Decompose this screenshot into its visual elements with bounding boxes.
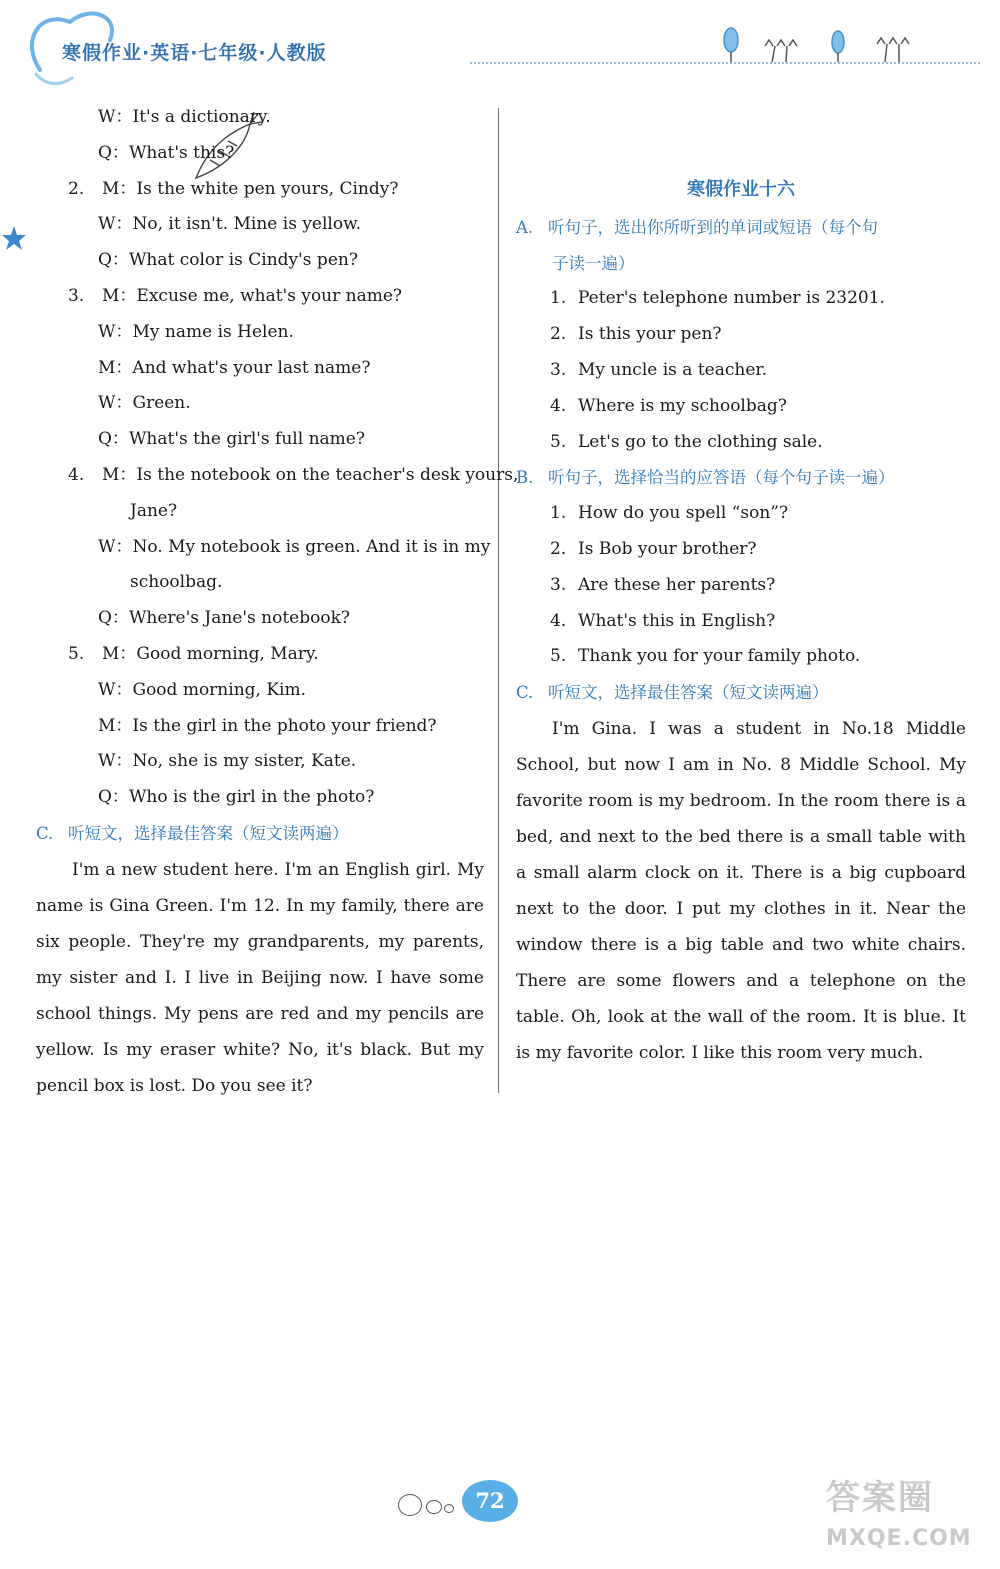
- item-text: Is this your pen?: [578, 324, 722, 345]
- dialogue-text: What's the girl's full name?: [128, 429, 365, 450]
- dialogue-line: [36, 243, 484, 279]
- dialogue-line: [36, 422, 484, 458]
- header-dotted-rule: [470, 62, 980, 64]
- dialogue-line: [36, 172, 484, 208]
- passage-left: I'm a new student here. I'm an English girl. My name is Gina Green. I'm 12. In my family, there are six people. They're my grandparents, my parents, my sister and I. I live in Beijing now. I have some school things. My pens are red and my pencils are yellow. Is my eraser white? No, it's black. But my pencil box is lost. Do you see it?: [36, 859, 484, 1096]
- speaker-label: Q：: [98, 787, 129, 808]
- dialogue-line: [36, 100, 484, 136]
- list-item: [516, 281, 966, 317]
- dialogue-text: Who is the girl in the photo?: [128, 787, 375, 808]
- speaker-label: Q：: [98, 250, 129, 271]
- section-letter: B.: [516, 468, 534, 488]
- speaker-label: W：: [98, 393, 133, 414]
- dialogue-line: [36, 601, 484, 637]
- dialogue-text: No, she is my sister, Kate.: [132, 751, 357, 772]
- dialogue-text: Excuse me, what's your name?: [136, 285, 403, 306]
- item-number: 4.: [550, 395, 567, 416]
- dialogue-text: Is the girl in the photo your friend?: [132, 715, 437, 736]
- dialogue-text: No, it isn't. Mine is yellow.: [132, 214, 362, 235]
- dialogue-line: [36, 279, 484, 315]
- dialogue-line: [36, 136, 484, 172]
- section-b-heading: [516, 460, 966, 496]
- dialogue-line: [36, 673, 484, 709]
- list-item: [516, 496, 966, 532]
- item-number: 3.: [68, 285, 85, 306]
- page-number: 72: [462, 1480, 518, 1522]
- dialogue-text: What's this?: [128, 142, 235, 163]
- item-number: 1.: [550, 503, 567, 524]
- dialogue-text: It's a dictionary.: [132, 107, 271, 127]
- item-number: 1.: [550, 288, 567, 309]
- dialogue-line: [36, 709, 484, 745]
- item-number: 3.: [550, 574, 567, 595]
- dialogue-text: Is the notebook on the teacher's desk yours,: [136, 464, 519, 485]
- dialogue-line: [36, 207, 484, 243]
- speaker-label: M：: [102, 464, 137, 485]
- dialogue-text: Green.: [132, 393, 191, 414]
- dialogue-line: [36, 386, 484, 422]
- dialogue-text: No. My notebook is green. And it is in my: [132, 536, 491, 557]
- speaker-label: W：: [98, 214, 133, 235]
- dialogue-list: [36, 100, 519, 816]
- item-text: Let's go to the clothing sale.: [578, 431, 823, 452]
- list-item: [516, 425, 966, 461]
- dialogue-line: [36, 315, 484, 351]
- dialogue-text: Good morning, Mary.: [136, 643, 319, 664]
- passage-right: I'm Gina. I was a student in No.18 Middle School, but now I am in No. 8 Middle School. My favorite room is my bedroom. In the room there is a bed, and next to the bed there is a small table with a small alarm clock on it. There is a big cupboard next to the door. I put my clothes in it. Near the window there is a big table and two white chairs. There are some flowers and a telephone on the table. Oh, look at the wall of the room. It is blue. It is my favorite color. I like this room very much.: [516, 718, 966, 1063]
- list-item: [516, 317, 966, 353]
- watermark-url: MXQE.COM: [826, 1526, 972, 1551]
- list-item: [516, 353, 966, 389]
- dialogue-line: [36, 530, 491, 566]
- page-header: [0, 0, 1000, 100]
- section-label: 听短文，选择最佳答案（短文读两遍）: [68, 823, 349, 843]
- item-text: Thank you for your family photo.: [578, 646, 861, 667]
- item-text: How do you spell “son”?: [578, 503, 789, 524]
- ring-decoration: [444, 1504, 454, 1513]
- item-number: 4.: [68, 464, 85, 485]
- section-letter: C.: [36, 823, 54, 843]
- speaker-label: Q：: [98, 429, 129, 450]
- section-letter: A.: [516, 217, 534, 237]
- speaker-label: M：: [102, 285, 137, 306]
- item-text: Where is my schoolbag?: [578, 395, 787, 416]
- item-text: Peter's telephone number is 23201.: [578, 288, 885, 309]
- speaker-label: M：: [98, 357, 133, 378]
- item-number: 3.: [550, 359, 567, 380]
- section-a-heading-cont: 子读一遍）: [552, 253, 635, 273]
- dialogue-text: What color is Cindy's pen?: [128, 250, 358, 271]
- speaker-label: W：: [98, 679, 133, 700]
- dialogue-text: And what's your last name?: [132, 357, 371, 378]
- header-title: 寒假作业·英语·七年级·人教版: [62, 42, 327, 64]
- item-text: Is Bob your brother?: [578, 538, 757, 559]
- speaker-label: M：: [98, 715, 133, 736]
- dialogue-text: Good morning, Kim.: [132, 679, 306, 700]
- left-column: [36, 100, 519, 1104]
- dialogue-line: [36, 780, 484, 816]
- section-c-heading-left: [36, 816, 484, 852]
- item-number: 5.: [68, 643, 85, 664]
- item-number: 5.: [550, 431, 567, 452]
- item-number: 2.: [550, 324, 567, 345]
- dialogue-text: Is the white pen yours, Cindy?: [136, 178, 399, 199]
- list-item: [516, 389, 966, 425]
- dialogue-text: Where's Jane's notebook?: [128, 608, 351, 629]
- section-label: 听句子，选出你所听到的单词或短语（每个句: [548, 217, 878, 237]
- star-icon: [0, 224, 28, 252]
- dialogue-line: [36, 494, 484, 530]
- speaker-label: W：: [98, 107, 133, 127]
- item-text: My uncle is a teacher.: [578, 359, 768, 380]
- watermark-text: 答案圈: [826, 1478, 934, 1518]
- speaker-label: Q：: [98, 142, 129, 163]
- item-number: 2.: [68, 178, 85, 199]
- list-item: [516, 532, 966, 568]
- list-item: [516, 639, 966, 675]
- right-column: [516, 100, 966, 1071]
- speaker-label: Q：: [98, 608, 129, 629]
- list-item: [516, 604, 966, 640]
- dialogue-line: [36, 458, 519, 494]
- ring-decoration: [398, 1494, 422, 1516]
- speaker-label: M：: [102, 178, 137, 199]
- speaker-label: W：: [98, 751, 133, 772]
- item-text: Are these her parents?: [578, 574, 776, 595]
- dialogue-line: [36, 637, 484, 673]
- block-title: 寒假作业十六: [687, 179, 795, 200]
- dialogue-line: [36, 744, 484, 780]
- dialogue-line: [36, 351, 484, 387]
- dialogue-text: Jane?: [130, 500, 178, 521]
- section-a-list: [516, 281, 966, 460]
- dialogue-text: schoolbag.: [130, 572, 223, 593]
- item-number: 5.: [550, 646, 567, 667]
- page-number-badge: [396, 1478, 536, 1528]
- dialogue-line: [36, 565, 484, 601]
- column-divider: [498, 108, 499, 1093]
- speaker-label: M：: [102, 643, 137, 664]
- section-c-heading-right: [516, 675, 966, 711]
- item-text: What's this in English?: [578, 610, 776, 631]
- section-a-heading: [516, 210, 966, 246]
- ring-decoration: [426, 1500, 442, 1514]
- dialogue-text: My name is Helen.: [132, 321, 294, 342]
- section-label: 听句子，选择恰当的应答语（每个句子读一遍）: [548, 468, 895, 488]
- section-label: 听短文，选择最佳答案（短文读两遍）: [548, 683, 829, 703]
- item-number: 2.: [550, 538, 567, 559]
- speaker-label: W：: [98, 536, 133, 557]
- speaker-label: W：: [98, 321, 133, 342]
- item-number: 4.: [550, 610, 567, 631]
- list-item: [516, 568, 966, 604]
- section-letter: C.: [516, 683, 534, 703]
- section-b-list: [516, 496, 966, 675]
